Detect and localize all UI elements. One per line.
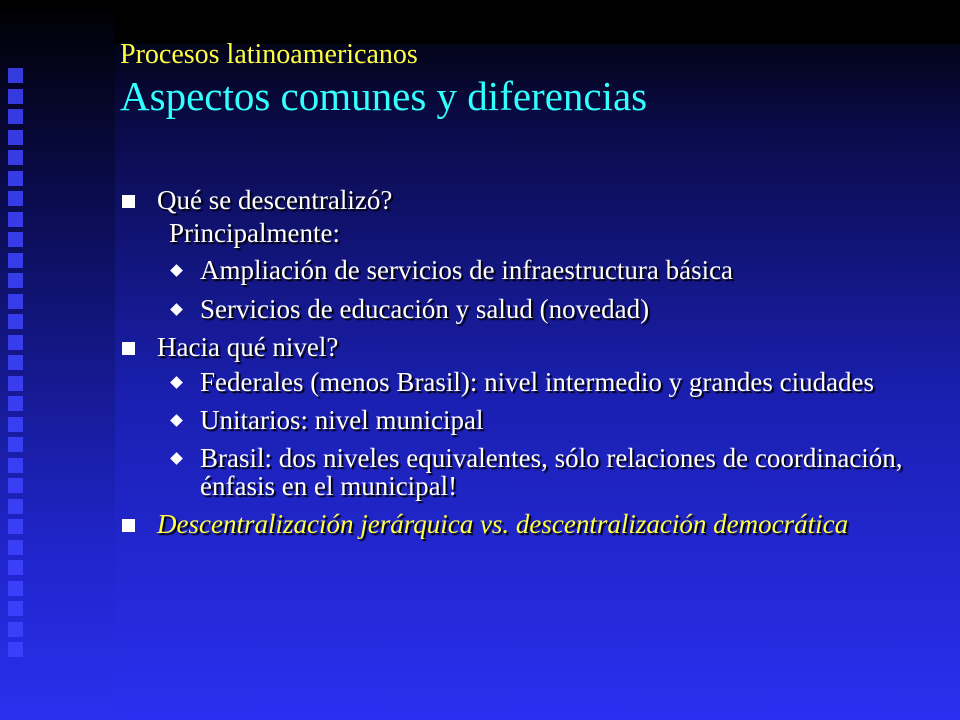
decor-square: [8, 130, 23, 145]
bullet-item: [120, 333, 940, 362]
sub-bullet-item: [120, 406, 940, 434]
square-bullet-icon: [122, 342, 135, 355]
decor-square: [8, 150, 23, 165]
bullet-text: Hacia qué nivel?: [157, 332, 339, 362]
decor-square: [8, 601, 23, 616]
title-line-2: Aspectos comunes y diferencias: [120, 73, 648, 119]
decor-square: [8, 622, 23, 637]
decor-square: [8, 314, 23, 329]
diamond-bullet-icon: [170, 264, 183, 277]
bullet-text-highlight: Descentralización jerárquica vs. descentralización democrática: [157, 509, 849, 539]
slide-title: [120, 38, 940, 120]
square-bullet-icon: [122, 519, 135, 532]
decor-square: [8, 89, 23, 104]
sub-bullet-text: Federales (menos Brasil): nivel intermedio y grandes ciudades: [200, 367, 875, 397]
decor-square: [8, 478, 23, 493]
title-line-1: Procesos latinoamericanos: [120, 39, 418, 70]
decor-square: [8, 109, 23, 124]
slide-body: [120, 186, 940, 539]
sub-bullet-item: [120, 295, 940, 323]
decor-square: [8, 273, 23, 288]
decor-square: [8, 212, 23, 227]
decor-square: [8, 232, 23, 247]
decor-square: [8, 540, 23, 555]
intro-text: Principalmente:: [169, 218, 340, 248]
sub-bullet-text: Brasil: dos niveles equivalentes, sólo relaciones de coordinación, énfasis en el municipal!: [200, 443, 903, 501]
decor-square: [8, 191, 23, 206]
decor-square: [8, 642, 23, 657]
decor-square: [8, 417, 23, 432]
decor-square: [8, 437, 23, 452]
sub-bullet-item: [120, 256, 940, 284]
square-bullet-icon: [122, 195, 135, 208]
decor-square: [8, 376, 23, 391]
decor-square: [8, 581, 23, 596]
sub-bullet-text: Unitarios: nivel municipal: [200, 405, 484, 435]
decor-square: [8, 560, 23, 575]
sub-bullet-item: [120, 444, 940, 500]
sub-bullet-text: Ampliación de servicios de infraestructura básica: [200, 255, 734, 285]
diamond-bullet-icon: [170, 376, 183, 389]
bullet-item: [120, 510, 940, 539]
diamond-bullet-icon: [170, 303, 183, 316]
bullet-text: Qué se descentralizó?: [157, 185, 393, 215]
diamond-bullet-icon: [170, 414, 183, 427]
decor-square: [8, 458, 23, 473]
decor-square: [8, 294, 23, 309]
decor-square: [8, 499, 23, 514]
decor-square: [8, 355, 23, 370]
decor-square: [8, 519, 23, 534]
decorative-squares: [8, 68, 26, 663]
sub-bullet-item: [120, 368, 940, 396]
decor-square: [8, 396, 23, 411]
decor-square: [8, 171, 23, 186]
bullet-item: [120, 186, 940, 215]
decor-square: [8, 253, 23, 268]
diamond-bullet-icon: [170, 452, 183, 465]
decor-square: [8, 68, 23, 83]
decor-square: [8, 335, 23, 350]
sub-bullet-text: Servicios de educación y salud (novedad): [200, 294, 650, 324]
left-decorative-strip: [0, 0, 115, 720]
bullet-intro: [120, 219, 940, 248]
